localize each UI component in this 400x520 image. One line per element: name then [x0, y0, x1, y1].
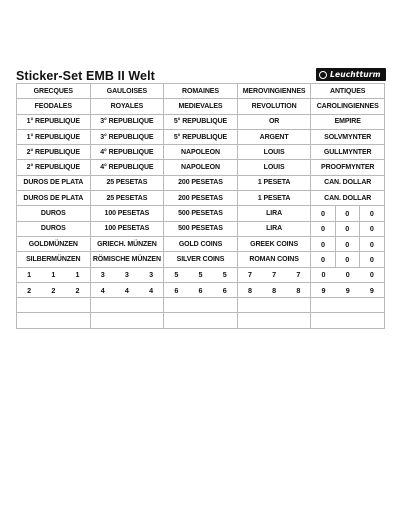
sticker-digit: 0	[311, 252, 335, 266]
sticker-cell: PROOFMYNTER	[311, 160, 385, 175]
sticker-digit: 0	[369, 209, 374, 219]
sticker-cell: GRIECH. MÜNZEN	[91, 237, 165, 252]
sticker-digit: 2	[51, 285, 56, 295]
sticker-digit: 4	[100, 285, 105, 295]
sticker-digit: 5	[222, 270, 227, 280]
sticker-cell: DUROS DE PLATA	[17, 191, 91, 206]
sticker-cell: 1 PESETA	[238, 191, 312, 206]
sticker-cell: 25 PESETAS	[91, 176, 165, 191]
sticker-cell: LOUIS	[238, 160, 312, 175]
sticker-cell: 5° REPUBLIQUE	[164, 130, 238, 145]
sticker-cell: CAN. DOLLAR	[311, 191, 385, 206]
sticker-cell-empty	[164, 298, 238, 313]
sticker-cell: 3° REPUBLIQUE	[91, 115, 165, 130]
sticker-cell-digits	[311, 222, 385, 237]
sticker-cell-empty	[17, 298, 91, 313]
sticker-digit: 6	[222, 285, 227, 295]
sticker-cell-empty	[238, 313, 312, 328]
sticker-cell: ARGENT	[238, 130, 312, 145]
sticker-cell-digits	[17, 283, 91, 298]
sticker-digit: 3	[124, 270, 129, 280]
sticker-cell: CAROLINGIENNES	[311, 99, 385, 114]
sticker-cell: 4° REPUBLIQUE	[91, 160, 165, 175]
sticker-digit: 0	[369, 239, 374, 249]
sticker-digit: 3	[149, 270, 154, 280]
sticker-cell: GRECQUES	[17, 84, 91, 99]
sticker-digit: 4	[149, 285, 154, 295]
sticker-cell-empty	[164, 313, 238, 328]
sticker-digit: 0	[311, 237, 335, 251]
sticker-table	[16, 83, 385, 329]
sticker-digit: 9	[321, 285, 326, 295]
sticker-cell: ANTIQUES	[311, 84, 385, 99]
sticker-cell-digits	[91, 283, 165, 298]
sticker-digit: 1	[51, 270, 56, 280]
sticker-cell: RÖMISCHE MÜNZEN	[91, 252, 165, 267]
sticker-cell: ROMAN COINS	[238, 252, 312, 267]
sticker-cell: GOLD COINS	[164, 237, 238, 252]
sticker-cell: SILBERMÜNZEN	[17, 252, 91, 267]
sticker-cell: SOLVMYNTER	[311, 130, 385, 145]
sticker-digit: 0	[336, 206, 360, 220]
sticker-cell: GREEK COINS	[238, 237, 312, 252]
sticker-cell-empty	[91, 313, 165, 328]
sticker-cell: EMPIRE	[311, 115, 385, 130]
sticker-cell: ROMAINES	[164, 84, 238, 99]
sticker-digit: 3	[100, 270, 105, 280]
leuchtturm-logo	[316, 68, 386, 81]
sticker-cell: ROYALES	[91, 99, 165, 114]
sticker-cell: NAPOLEON	[164, 160, 238, 175]
sticker-digit: 6	[174, 285, 179, 295]
sticker-cell: 4° REPUBLIQUE	[91, 145, 165, 160]
sticker-cell: 5° REPUBLIQUE	[164, 115, 238, 130]
sticker-digit: 1	[27, 270, 32, 280]
sticker-cell-digits	[238, 268, 312, 283]
sticker-digit: 0	[369, 270, 374, 280]
sticker-cell: MEDIEVALES	[164, 99, 238, 114]
sticker-cell: NAPOLEON	[164, 145, 238, 160]
sticker-digit: 0	[336, 237, 360, 251]
sticker-cell: 200 PESETAS	[164, 176, 238, 191]
sticker-cell: 100 PESETAS	[91, 206, 165, 221]
sticker-digit: 9	[369, 285, 374, 295]
logo-text: Leuchtturm	[330, 70, 381, 79]
sticker-cell: LIRA	[238, 222, 312, 237]
sticker-digit: 7	[296, 270, 301, 280]
sticker-cell: GOLDMÜNZEN	[17, 237, 91, 252]
sticker-cell: 500 PESETAS	[164, 222, 238, 237]
sticker-digit: 0	[345, 270, 350, 280]
sticker-digit: 6	[198, 285, 203, 295]
sticker-digit: 1	[75, 270, 80, 280]
sticker-cell-digits	[311, 237, 385, 252]
sticker-cell-digits	[17, 268, 91, 283]
sticker-digit: 0	[336, 252, 360, 266]
sheet-title: Sticker-Set EMB II Welt	[16, 69, 155, 83]
sticker-cell: 100 PESETAS	[91, 222, 165, 237]
sticker-cell: MEROVINGIENNES	[238, 84, 312, 99]
sticker-digit: 7	[272, 270, 277, 280]
sticker-cell-empty	[311, 298, 385, 313]
sticker-digit: 0	[369, 224, 374, 234]
sticker-digit: 2	[27, 285, 32, 295]
sticker-cell: 2° REPUBLIQUE	[17, 145, 91, 160]
sticker-digit: 0	[311, 206, 335, 220]
sticker-cell-empty	[17, 313, 91, 328]
sticker-cell-digits	[311, 268, 385, 283]
sticker-digit: 8	[296, 285, 301, 295]
sticker-cell-digits	[311, 206, 385, 221]
sticker-cell: 200 PESETAS	[164, 191, 238, 206]
sticker-digit: 0	[311, 222, 335, 236]
sticker-cell: SILVER COINS	[164, 252, 238, 267]
sticker-cell: LOUIS	[238, 145, 312, 160]
sticker-digit: 5	[198, 270, 203, 280]
sticker-digit: 7	[247, 270, 252, 280]
sticker-cell-empty	[311, 313, 385, 328]
sticker-digit: 8	[247, 285, 252, 295]
sticker-cell-digits	[91, 268, 165, 283]
leuchtturm-logo-mark-icon	[319, 71, 327, 79]
sticker-digit: 9	[345, 285, 350, 295]
sticker-cell: DUROS	[17, 222, 91, 237]
sticker-cell-empty	[238, 298, 312, 313]
sticker-cell: 500 PESETAS	[164, 206, 238, 221]
sticker-digit: 0	[336, 222, 360, 236]
sticker-cell-digits	[311, 283, 385, 298]
sticker-digit: 2	[75, 285, 80, 295]
sticker-cell: 25 PESETAS	[91, 191, 165, 206]
sticker-cell: 2° REPUBLIQUE	[17, 160, 91, 175]
sticker-digit: 8	[272, 285, 277, 295]
sticker-cell: 1° REPUBLIQUE	[17, 130, 91, 145]
sticker-cell: DUROS	[17, 206, 91, 221]
sticker-cell: 1 PESETA	[238, 176, 312, 191]
sticker-digit: 0	[321, 270, 326, 280]
sticker-cell: CAN. DOLLAR	[311, 176, 385, 191]
sticker-cell: LIRA	[238, 206, 312, 221]
sticker-cell-digits	[164, 268, 238, 283]
sticker-cell: 3° REPUBLIQUE	[91, 130, 165, 145]
sticker-cell: FEODALES	[17, 99, 91, 114]
sticker-cell: OR	[238, 115, 312, 130]
sticker-cell-digits	[311, 252, 385, 267]
sticker-cell-digits	[164, 283, 238, 298]
sticker-cell: GAULOISES	[91, 84, 165, 99]
sticker-digit: 0	[369, 254, 374, 264]
sticker-cell: GULLMYNTER	[311, 145, 385, 160]
sticker-cell: REVOLUTION	[238, 99, 312, 114]
sticker-cell-empty	[91, 298, 165, 313]
sticker-cell-digits	[238, 283, 312, 298]
sticker-digit: 5	[174, 270, 179, 280]
sticker-digit: 4	[124, 285, 129, 295]
sticker-cell: 1° REPUBLIQUE	[17, 115, 91, 130]
sticker-cell: DUROS DE PLATA	[17, 176, 91, 191]
